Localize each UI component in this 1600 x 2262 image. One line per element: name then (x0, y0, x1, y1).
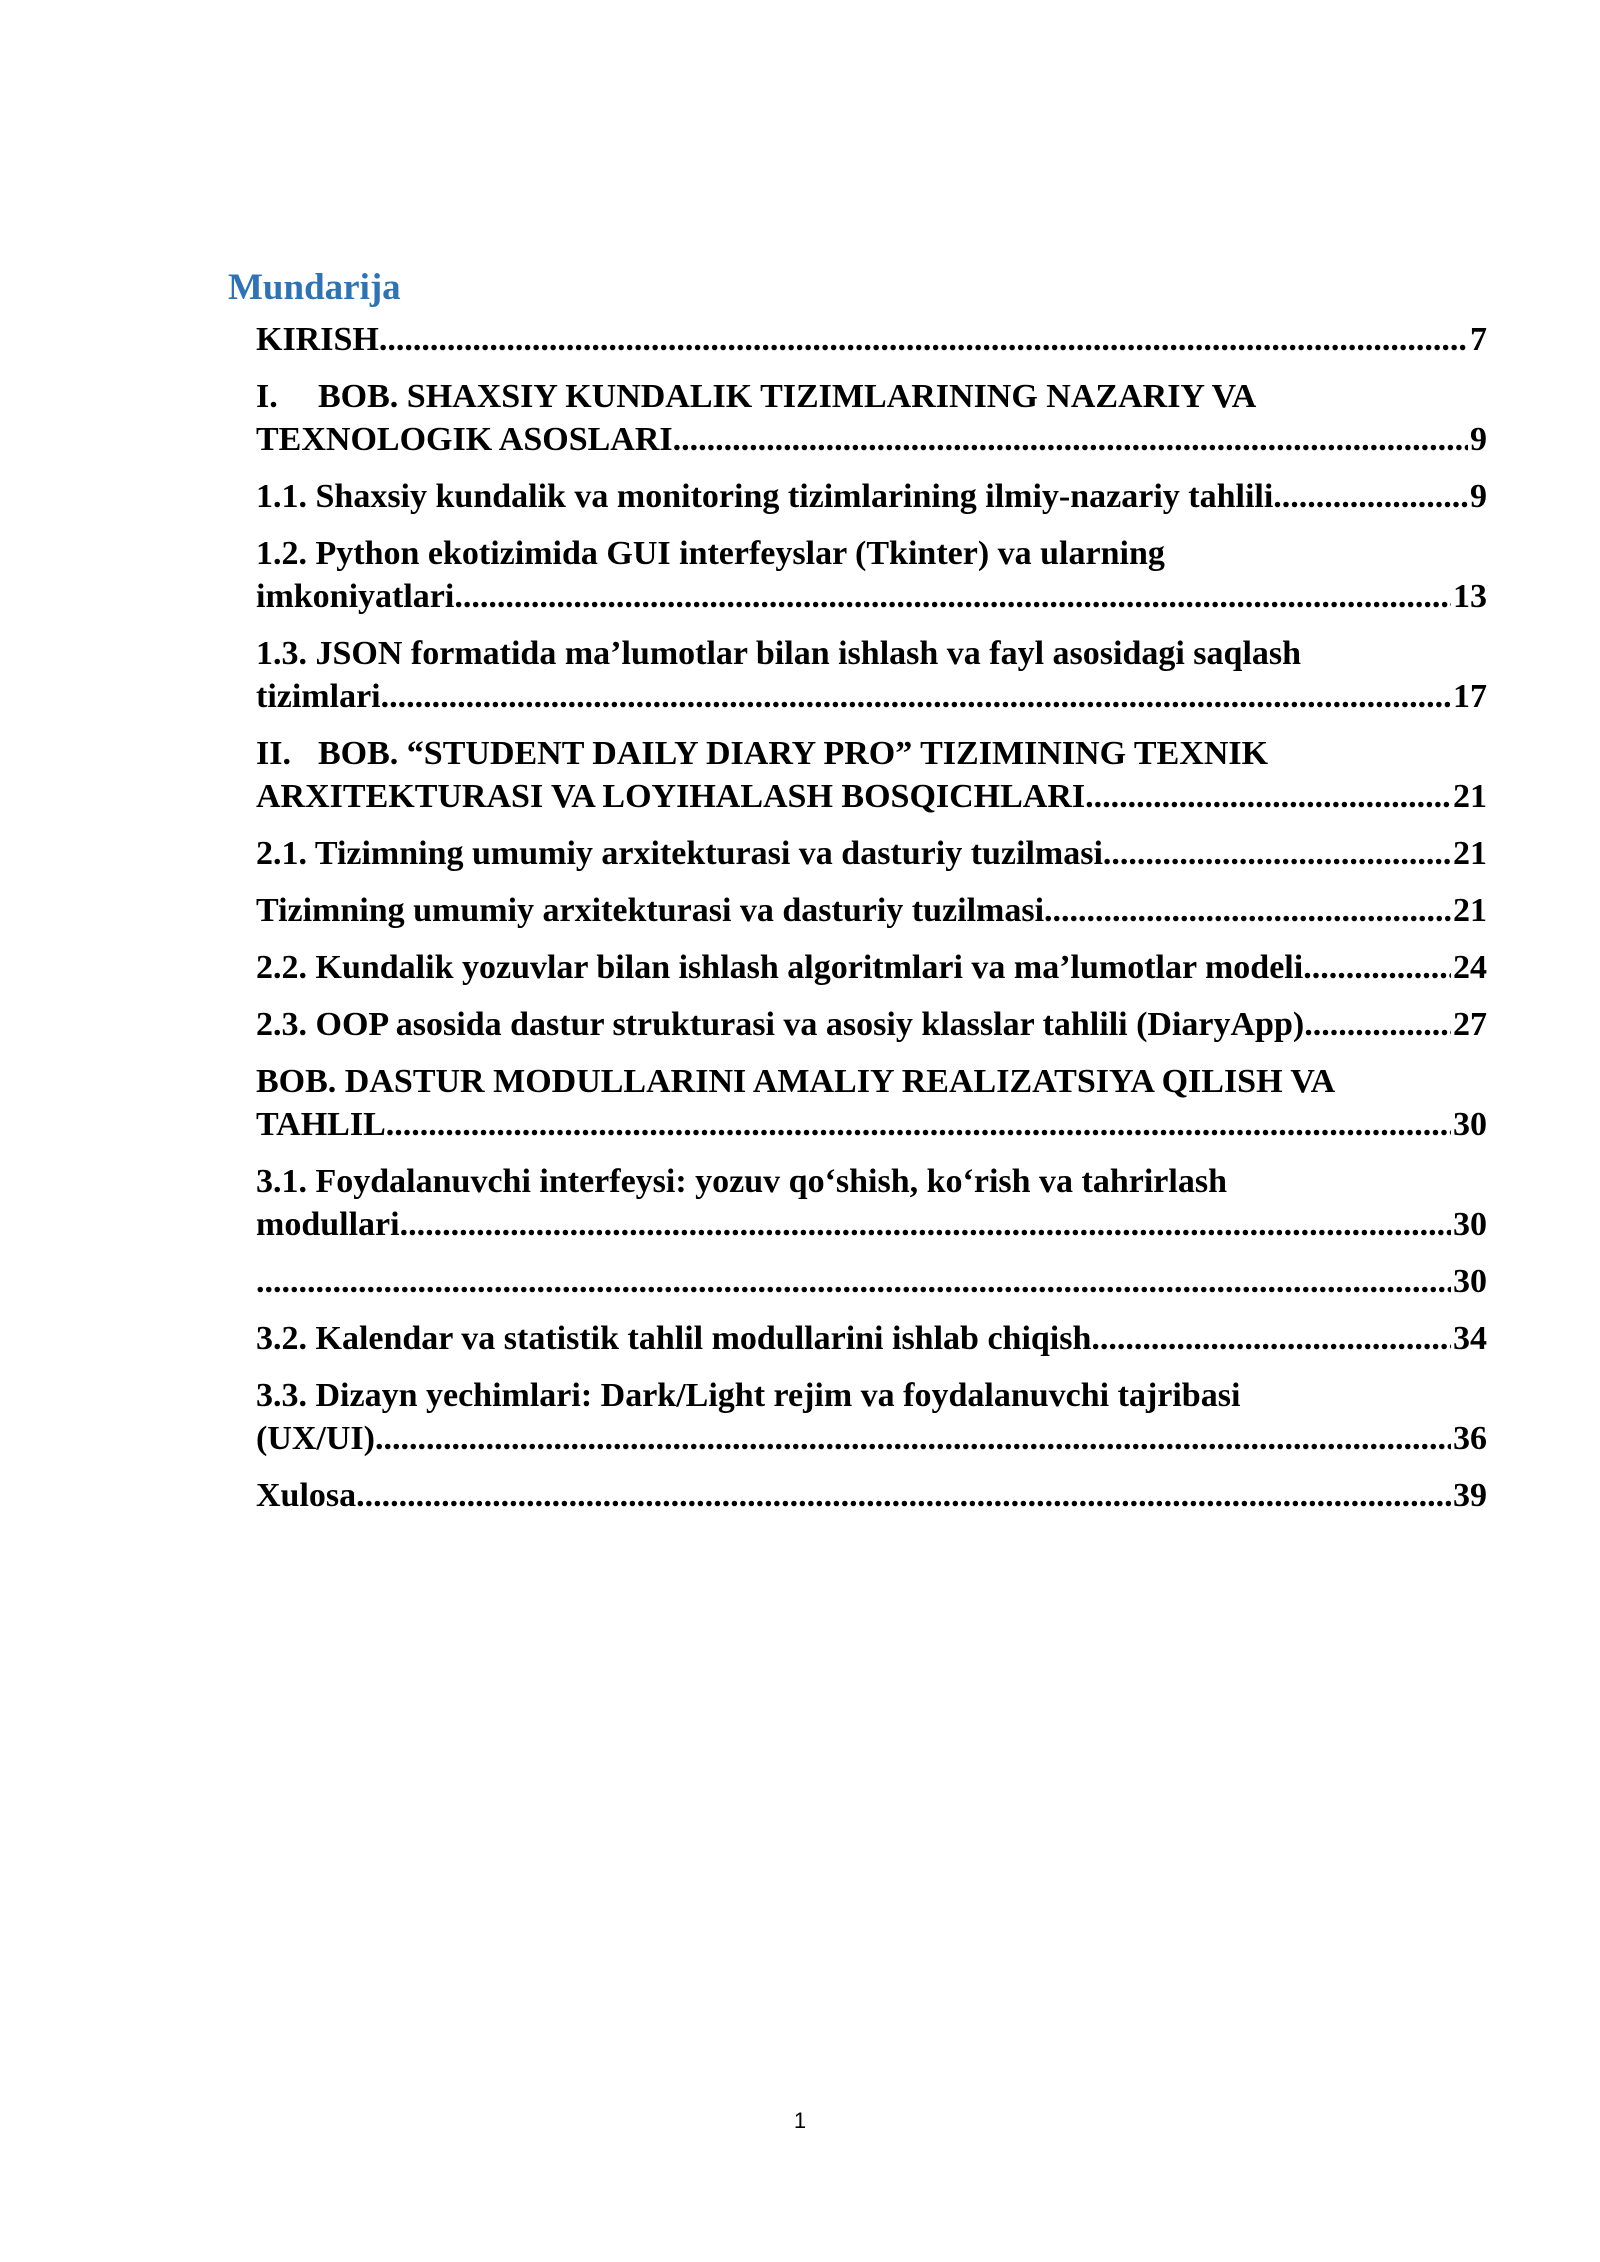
toc-entry-2-2[interactable] (256, 946, 1487, 989)
toc-entry-1-3[interactable] (256, 632, 1487, 718)
toc-entry-title: Tizimning umumiy arxitekturasi va dasturiy tuzilmasi (256, 892, 1045, 929)
dot-leader (375, 1417, 1451, 1460)
toc-entry-title-line2: (UX/UI) (256, 1420, 375, 1457)
toc-page-number: 21 (1453, 778, 1487, 815)
dot-leader (454, 575, 1451, 618)
toc-page-number: 24 (1453, 949, 1487, 986)
dot-leader (1085, 775, 1451, 818)
page-number: 1 (793, 2108, 807, 2133)
toc-page-number: 9 (1470, 421, 1487, 458)
toc-page-number: 30 (1453, 1206, 1487, 1243)
toc-entry-title-line1: 1.2. Python ekotizimida GUI interfeyslar (Tkinter) va ularning (256, 535, 1165, 572)
toc-entry-chapter-1[interactable] (256, 375, 1487, 461)
dot-leader (673, 418, 1468, 461)
toc-entry-title-line2: modullari (256, 1206, 400, 1243)
toc-entry-3-1[interactable] (256, 1160, 1487, 1246)
dot-leader (1273, 475, 1468, 518)
toc-page-number: 9 (1470, 478, 1487, 515)
toc-entry-title: 2.1. Tizimning umumiy arxitekturasi va dasturiy tuzilmasi (256, 835, 1103, 872)
chapter-number: II. (256, 735, 291, 772)
toc-page-number: 21 (1453, 892, 1487, 929)
toc-page-number: 30 (1453, 1106, 1487, 1143)
toc-heading: Mundarija (228, 267, 401, 308)
toc-entry-title-line2: TAHLIL (256, 1106, 386, 1143)
toc-entry-title-line2: TEXNOLOGIK ASOSLARI (256, 421, 673, 458)
toc-entry-title-line1: 3.3. Dizayn yechimlari: Dark/Light rejim va foydalanuvchi tajribasi (256, 1377, 1241, 1414)
toc-entry-blank[interactable] (256, 1260, 1487, 1303)
dot-leader (256, 1260, 1451, 1303)
toc-entry-kirish[interactable] (256, 318, 1487, 361)
toc-entry-2-1-sub[interactable] (256, 889, 1487, 932)
toc-entry-title-line1: BOB. SHAXSIY KUNDALIK TIZIMLARINING NAZARIY VA (318, 378, 1257, 415)
toc-page-number: 21 (1453, 835, 1487, 872)
dot-leader (356, 1474, 1451, 1517)
toc-entry-title: 1.1. Shaxsiy kundalik va monitoring tizimlarining ilmiy-nazariy tahlili (256, 478, 1274, 515)
toc-page-number: 34 (1453, 1320, 1487, 1357)
toc-page-number: 13 (1453, 578, 1487, 615)
toc-entry-title-line2: tizimlari (256, 678, 381, 715)
toc-entry-chapter-3[interactable] (256, 1060, 1487, 1146)
dot-leader (1103, 832, 1451, 875)
dot-leader (381, 675, 1451, 718)
toc-entry-title: KIRISH (256, 321, 379, 358)
table-of-contents (256, 318, 1487, 1531)
toc-entry-title-line1: 3.1. Foydalanuvchi interfeysi: yozuv qo‘shish, ko‘rish va tahrirlash (256, 1163, 1227, 1200)
toc-entry-1-2[interactable] (256, 532, 1487, 618)
dot-leader (379, 318, 1468, 361)
toc-page-number: 17 (1453, 678, 1487, 715)
toc-entry-3-2[interactable] (256, 1317, 1487, 1360)
toc-page-number: 36 (1453, 1420, 1487, 1457)
dot-leader (1303, 946, 1451, 989)
toc-entry-chapter-2[interactable] (256, 732, 1487, 818)
toc-entry-title: Xulosa (256, 1477, 357, 1514)
toc-page-number: 27 (1453, 1006, 1487, 1043)
dot-leader (400, 1203, 1451, 1246)
toc-entry-2-3[interactable] (256, 1003, 1487, 1046)
toc-entry-title-line1: BOB. DASTUR MODULLARINI AMALIY REALIZATSIYA QILISH VA (256, 1063, 1336, 1100)
dot-leader (386, 1103, 1451, 1146)
toc-page-number: 7 (1470, 321, 1487, 358)
toc-page-number: 30 (1453, 1263, 1487, 1300)
chapter-number: I. (256, 378, 278, 415)
toc-entry-title-line2: imkoniyatlari (256, 578, 455, 615)
toc-entry-xulosa[interactable] (256, 1474, 1487, 1517)
dot-leader (1044, 889, 1451, 932)
toc-entry-title: 3.2. Kalendar va statistik tahlil modullarini ishlab chiqish (256, 1320, 1092, 1357)
toc-entry-1-1[interactable] (256, 475, 1487, 518)
toc-entry-title-line2: ARXITEKTURASI VA LOYIHALASH BOSQICHLARI (256, 778, 1086, 815)
toc-page-number: 39 (1453, 1477, 1487, 1514)
dot-leader (1313, 1003, 1451, 1046)
dot-leader (1091, 1317, 1451, 1360)
toc-entry-3-3[interactable] (256, 1374, 1487, 1460)
toc-entry-title: 2.2. Kundalik yozuvlar bilan ishlash algoritmlari va ma’lumotlar modeli (256, 949, 1304, 986)
toc-entry-title-line1: 1.3. JSON formatida ma’lumotlar bilan ishlash va fayl asosidagi saqlash (256, 635, 1302, 672)
toc-entry-2-1[interactable] (256, 832, 1487, 875)
toc-entry-title-line1: BOB. “STUDENT DAILY DIARY PRO” TIZIMINING TEXNIK (318, 735, 1269, 772)
toc-entry-title: 2.3. OOP asosida dastur strukturasi va asosiy klasslar tahlili (DiaryApp). (256, 1006, 1313, 1043)
